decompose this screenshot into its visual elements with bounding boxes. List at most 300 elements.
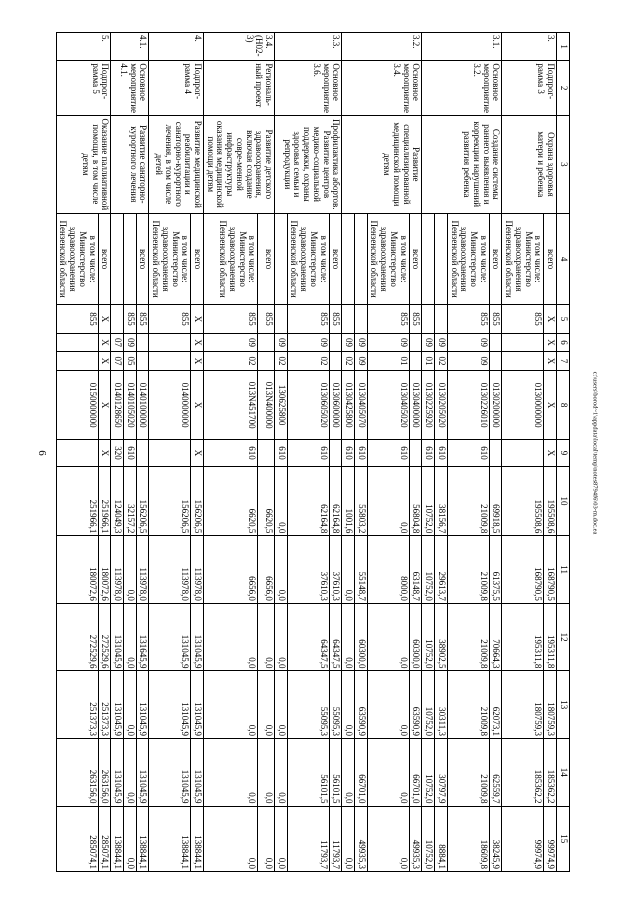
amount-cell: 0,0: [258, 806, 275, 871]
table-row: [258, 33, 275, 872]
header-cell: 13: [557, 671, 570, 739]
amount-cell: 11793,7: [329, 806, 342, 871]
amount-cell: 195311,8: [502, 603, 544, 671]
section-code-cell: 09: [204, 333, 258, 352]
subsection-code-cell: 02: [342, 352, 355, 371]
amount-cell: 0,0: [123, 738, 136, 806]
amount-cell: 138844,1: [136, 806, 149, 871]
amount-cell: 66701,0: [355, 738, 368, 806]
amount-cell: 195508,6: [502, 466, 544, 536]
grbs-code-cell: 855: [258, 305, 275, 333]
program-name-cell: Создание системы раннего выявления и коррекции нарушений развития ребенка: [422, 115, 502, 213]
header-cell: 11: [557, 536, 570, 604]
program-name-cell: Охрана здоровья матери и ребенка: [502, 115, 557, 213]
section-code-cell: X: [98, 333, 111, 352]
amount-cell: 66701,0: [409, 738, 422, 806]
amount-cell: 113978,0: [111, 536, 124, 604]
expense-type-cell: 610: [342, 440, 355, 466]
amount-cell: 0,0: [123, 671, 136, 739]
executor-cell: в том числе: Министерство здравоохранения Пензенской области: [502, 213, 544, 305]
amount-cell: 38245,9: [489, 806, 502, 871]
amount-cell: 0,0: [258, 738, 275, 806]
amount-cell: 263156,0: [56, 738, 98, 806]
grbs-code-cell: X: [98, 305, 111, 333]
amount-cell: 38156,7: [435, 466, 448, 536]
amount-cell: 251373,3: [56, 671, 98, 739]
program-type-cell: Основное мероприятие 4.1.: [111, 61, 149, 115]
amount-cell: 0,0: [342, 671, 355, 739]
amount-cell: 180759,3: [502, 671, 544, 739]
header-cell: 12: [557, 603, 570, 671]
subsection-code-cell: X: [544, 352, 557, 371]
expense-type-cell: 610: [204, 440, 258, 466]
subsection-code-cell: 01: [367, 352, 409, 371]
subsection-code-cell: 09: [447, 352, 489, 371]
target-article-cell: 0140128650: [111, 370, 124, 440]
amount-cell: 6656,0: [258, 536, 275, 604]
target-article-cell: 0140105020: [123, 370, 136, 440]
amount-cell: 55095,3: [329, 671, 342, 739]
amount-cell: 0,0: [123, 603, 136, 671]
grbs-code-cell: 855: [287, 305, 329, 333]
header-cell: 2: [557, 61, 570, 115]
subsection-code-cell: 09: [355, 352, 368, 371]
amount-cell: 61375,5: [489, 536, 502, 604]
amount-cell: 0,0: [275, 738, 288, 806]
grbs-code-cell: [111, 305, 124, 333]
row-number-cell: 3.1.: [422, 33, 502, 61]
amount-cell: 0,0: [275, 671, 288, 739]
section-code-cell: 09: [287, 333, 329, 352]
amount-cell: 99974,9: [544, 806, 557, 871]
grbs-code-cell: [275, 305, 288, 333]
amount-cell: 131045,9: [136, 671, 149, 739]
amount-cell: 131645,9: [136, 603, 149, 671]
expense-type-cell: 610: [123, 440, 136, 466]
amount-cell: 131045,9: [111, 603, 124, 671]
row-number-cell: 3.2.: [342, 33, 422, 61]
amount-cell: 8884,1: [435, 806, 448, 871]
target-article-cell: 0130000000: [502, 370, 544, 440]
amount-cell: 138844,1: [111, 806, 124, 871]
program-type-cell: Основное мероприятие 3.4.: [342, 61, 422, 115]
table-row: [544, 33, 557, 872]
amount-cell: 62164,8: [287, 466, 329, 536]
amount-cell: 30311,3: [435, 671, 448, 739]
row-number-cell: 3.: [502, 33, 557, 61]
subsection-code-cell: 02: [204, 352, 258, 371]
grbs-code-cell: 855: [149, 305, 191, 333]
expense-type-cell: 320: [111, 440, 124, 466]
section-code-cell: 09: [367, 333, 409, 352]
amount-cell: 56804,8: [409, 466, 422, 536]
row-number-cell: 4.: [149, 33, 204, 61]
target-article-cell: 013N400000: [258, 370, 275, 440]
amount-cell: 62164,8: [329, 466, 342, 536]
subsection-code-cell: X: [191, 352, 204, 371]
target-article-cell: X: [544, 370, 557, 440]
executor-cell: [422, 213, 435, 305]
grbs-code-cell: 855: [136, 305, 149, 333]
executor-cell: [123, 213, 136, 305]
expense-type-cell: 610: [287, 440, 329, 466]
executor-cell: в том числе: Министерство здравоохранения Пензенской области: [149, 213, 191, 305]
executor-cell: всего: [544, 213, 557, 305]
target-article-cell: 0130200000: [489, 370, 502, 440]
grbs-code-cell: 855: [329, 305, 342, 333]
section-code-cell: X: [191, 333, 204, 352]
subsection-code-cell: 02: [287, 352, 329, 371]
amount-cell: 56101,5: [329, 738, 342, 806]
program-name-cell: Развитие детского здравоохранения, включая создание совре-менной инфраструктуры оказания медицинской помощи детям: [204, 115, 275, 213]
amount-cell: 180072,6: [56, 536, 98, 604]
executor-cell: в том числе: Министерство здравоохранения Пензенской области: [204, 213, 258, 305]
program-name-cell: Профилактика абортов. Развитие центров медико-социальной поддержки, охраны здоровья семьи и репродукции: [275, 115, 342, 213]
target-article-cell: 0130405020: [367, 370, 409, 440]
amount-cell: 195311,8: [544, 603, 557, 671]
table-row: [329, 33, 342, 872]
expense-type-cell: [149, 440, 191, 466]
amount-cell: 0,0: [367, 671, 409, 739]
amount-cell: 0,0: [367, 466, 409, 536]
program-name-cell: Развитие медицинской реабилитации и санаторно-курортного лечения, в том числе детей: [149, 115, 204, 213]
program-type-cell: Основное мероприятие 3.6.: [275, 61, 342, 115]
amount-cell: 131045,9: [136, 738, 149, 806]
target-article-cell: 130625800: [275, 370, 288, 440]
amount-cell: 124049,3: [111, 466, 124, 536]
row-number-cell: 3.4. (Н02-3): [204, 33, 275, 61]
amount-cell: 37610,3: [287, 536, 329, 604]
amount-cell: 63590,9: [355, 671, 368, 739]
subsection-code-cell: [136, 352, 149, 371]
grbs-code-cell: 855: [502, 305, 544, 333]
expense-type-cell: 610: [422, 440, 435, 466]
grbs-code-cell: 855: [56, 305, 98, 333]
table-row: [136, 33, 149, 872]
subsection-code-cell: [502, 352, 544, 371]
target-article-cell: 0130405070: [355, 370, 368, 440]
amount-cell: 131045,9: [111, 671, 124, 739]
program-type-cell: Региональ-ный проект: [204, 61, 275, 115]
program-type-cell: Подпрог-рамма 4: [149, 61, 204, 115]
header-cell: 4: [557, 213, 570, 305]
executor-cell: всего: [489, 213, 502, 305]
amount-cell: 185362,2: [502, 738, 544, 806]
amount-cell: 131045,9: [191, 603, 204, 671]
executor-cell: в том числе: Министерство здравоохранения Пензенской области: [447, 213, 489, 305]
header-cell: 5: [557, 305, 570, 333]
amount-cell: 168790,5: [502, 536, 544, 604]
grbs-code-cell: X: [191, 305, 204, 333]
target-article-cell: 0130225920: [422, 370, 435, 440]
amount-cell: 251966,1: [98, 466, 111, 536]
grbs-code-cell: 855: [409, 305, 422, 333]
program-name-cell: Развитие специализированной медицинской помощи детям: [342, 115, 422, 213]
amount-cell: 113978,0: [149, 536, 191, 604]
expense-type-cell: X: [191, 440, 204, 466]
amount-cell: 0,0: [342, 603, 355, 671]
header-cell: 14: [557, 738, 570, 806]
expense-type-cell: [136, 440, 149, 466]
program-type-cell: Основное мероприятие 3.2.: [422, 61, 502, 115]
target-article-cell: 0130400000: [409, 370, 422, 440]
expense-type-cell: [258, 440, 275, 466]
amount-cell: 69918,5: [489, 466, 502, 536]
target-article-cell: 0130600000: [329, 370, 342, 440]
executor-cell: в том числе: Министерство здравоохранения Пензенской области: [287, 213, 329, 305]
amount-cell: 131045,9: [191, 738, 204, 806]
section-code-cell: [258, 333, 275, 352]
section-code-cell: [409, 333, 422, 352]
executor-cell: всего: [98, 213, 111, 305]
section-code-cell: X: [544, 333, 557, 352]
rotated-table-frame: [58, 32, 570, 872]
amount-cell: 0,0: [258, 671, 275, 739]
amount-cell: 37610,3: [329, 536, 342, 604]
amount-cell: 21009,8: [447, 671, 489, 739]
header-row: [557, 33, 570, 872]
table-row: [191, 33, 204, 872]
amount-cell: 285074,1: [98, 806, 111, 871]
subsection-code-cell: X: [98, 352, 111, 371]
expense-type-cell: [409, 440, 422, 466]
amount-cell: 138844,1: [191, 806, 204, 871]
section-code-cell: [149, 333, 191, 352]
amount-cell: 138844,1: [149, 806, 191, 871]
executor-cell: [435, 213, 448, 305]
expense-type-cell: [56, 440, 98, 466]
amount-cell: 62559,7: [489, 738, 502, 806]
amount-cell: 32157,2: [123, 466, 136, 536]
amount-cell: 131045,9: [111, 738, 124, 806]
amount-cell: 11793,7: [287, 806, 329, 871]
amount-cell: 0,0: [367, 603, 409, 671]
amount-cell: 18609,8: [447, 806, 489, 871]
section-code-cell: 09: [447, 333, 489, 352]
executor-cell: всего: [136, 213, 149, 305]
amount-cell: 60300,0: [409, 603, 422, 671]
amount-cell: 6620,5: [204, 466, 258, 536]
executor-cell: [355, 213, 368, 305]
row-number-cell: 3.3.: [275, 33, 342, 61]
amount-cell: 0,0: [275, 806, 288, 871]
section-code-cell: [56, 333, 98, 352]
subsection-code-cell: [149, 352, 191, 371]
amount-cell: 63590,9: [409, 671, 422, 739]
amount-cell: 0,0: [204, 671, 258, 739]
amount-cell: 55148,7: [355, 536, 368, 604]
section-code-cell: [329, 333, 342, 352]
expense-type-cell: 610: [435, 440, 448, 466]
subsection-code-cell: 02: [275, 352, 288, 371]
target-article-cell: 0140100000: [136, 370, 149, 440]
expense-type-cell: X: [98, 440, 111, 466]
section-code-cell: [489, 333, 502, 352]
target-article-cell: 0140000000: [149, 370, 191, 440]
grbs-code-cell: 855: [367, 305, 409, 333]
amount-cell: 0,0: [367, 738, 409, 806]
section-code-cell: 09: [275, 333, 288, 352]
amount-cell: 21009,8: [447, 536, 489, 604]
expense-type-cell: 610: [275, 440, 288, 466]
target-article-cell: 013N451700: [204, 370, 258, 440]
header-cell: 15: [557, 806, 570, 871]
amount-cell: 29613,7: [435, 536, 448, 604]
expense-type-cell: 610: [447, 440, 489, 466]
amount-cell: 180072,6: [98, 536, 111, 604]
executor-cell: [342, 213, 355, 305]
subsection-code-cell: [489, 352, 502, 371]
target-article-cell: 0130205020: [435, 370, 448, 440]
amount-cell: 0,0: [342, 738, 355, 806]
header-cell: 10: [557, 466, 570, 536]
grbs-code-cell: [422, 305, 435, 333]
amount-cell: 131045,9: [149, 603, 191, 671]
amount-cell: 156206,5: [149, 466, 191, 536]
amount-cell: 8000,0: [367, 536, 409, 604]
section-code-cell: 09: [123, 333, 136, 352]
amount-cell: 70664,3: [489, 603, 502, 671]
amount-cell: 99974,9: [502, 806, 544, 871]
executor-cell: всего: [329, 213, 342, 305]
amount-cell: 156206,5: [191, 466, 204, 536]
executor-cell: в том числе: Министерство здравоохранения Пензенской области: [56, 213, 98, 305]
table-row: [409, 33, 422, 872]
grbs-code-cell: [342, 305, 355, 333]
target-article-cell: 0130226010: [447, 370, 489, 440]
expense-type-cell: X: [544, 440, 557, 466]
section-code-cell: [136, 333, 149, 352]
header-cell: 6: [557, 333, 570, 352]
target-article-cell: X: [191, 370, 204, 440]
target-article-cell: X: [98, 370, 111, 440]
expense-type-cell: 610: [355, 440, 368, 466]
expense-type-cell: 610: [367, 440, 409, 466]
grbs-code-cell: 855: [123, 305, 136, 333]
executor-cell: всего: [258, 213, 275, 305]
amount-cell: 0,0: [258, 603, 275, 671]
amount-cell: 0,0: [204, 738, 258, 806]
target-article-cell: 0150000000: [56, 370, 98, 440]
amount-cell: 10752,0: [422, 671, 435, 739]
amount-cell: 0,0: [275, 603, 288, 671]
program-type-cell: Подпрог-рамма 3: [502, 61, 557, 115]
header-cell: 7: [557, 352, 570, 371]
amount-cell: 0,0: [204, 806, 258, 871]
grbs-code-cell: 855: [204, 305, 258, 333]
amount-cell: 285074,1: [56, 806, 98, 871]
amount-cell: 0,0: [367, 806, 409, 871]
amount-cell: 0,0: [275, 536, 288, 604]
amount-cell: 131045,9: [191, 671, 204, 739]
row-number-cell: 5.: [56, 33, 111, 61]
amount-cell: 64347,5: [287, 603, 329, 671]
grbs-code-cell: [355, 305, 368, 333]
amount-cell: 0,0: [342, 806, 355, 871]
grbs-code-cell: [435, 305, 448, 333]
amount-cell: 156206,5: [136, 466, 149, 536]
amount-cell: 56101,5: [287, 738, 329, 806]
amount-cell: 10752,0: [422, 738, 435, 806]
amount-cell: 263156,0: [98, 738, 111, 806]
rotated-table: [58, 32, 570, 872]
amount-cell: 272529,6: [56, 603, 98, 671]
header-cell: 3: [557, 115, 570, 213]
table-body: [56, 33, 569, 872]
subsection-code-cell: [409, 352, 422, 371]
amount-cell: 131045,9: [149, 738, 191, 806]
subsection-code-cell: [258, 352, 275, 371]
amount-cell: 55803,2: [355, 466, 368, 536]
subsection-code-cell: 01: [422, 352, 435, 371]
grbs-code-cell: 855: [489, 305, 502, 333]
amount-cell: 21009,8: [447, 466, 489, 536]
amount-cell: 113978,0: [136, 536, 149, 604]
section-code-cell: 09: [435, 333, 448, 352]
amount-cell: 168790,5: [544, 536, 557, 604]
budget-table: [56, 32, 570, 872]
amount-cell: 10752,0: [422, 806, 435, 871]
section-code-cell: [502, 333, 544, 352]
executor-cell: всего: [191, 213, 204, 305]
amount-cell: 6620,5: [258, 466, 275, 536]
amount-cell: 113978,0: [191, 536, 204, 604]
amount-cell: 64347,5: [329, 603, 342, 671]
grbs-code-cell: 855: [447, 305, 489, 333]
executor-cell: в том числе: Министерство здравоохранения Пензенской области: [367, 213, 409, 305]
target-article-cell: 0130425800: [342, 370, 355, 440]
grbs-code-cell: X: [544, 305, 557, 333]
amount-cell: 131045,9: [149, 671, 191, 739]
amount-cell: 49935,3: [409, 806, 422, 871]
table-row: [489, 33, 502, 872]
page-number: 6: [36, 450, 48, 456]
section-code-cell: 07: [111, 333, 124, 352]
amount-cell: 0,0: [123, 536, 136, 604]
section-code-cell: 09: [422, 333, 435, 352]
amount-cell: 10752,0: [422, 536, 435, 604]
amount-cell: 38902,5: [435, 603, 448, 671]
section-code-cell: 09: [342, 333, 355, 352]
amount-cell: 195508,6: [544, 466, 557, 536]
amount-cell: 10752,0: [422, 603, 435, 671]
amount-cell: 63148,7: [409, 536, 422, 604]
program-type-cell: Подпрог-рамма 5: [56, 61, 111, 115]
amount-cell: 60300,0: [355, 603, 368, 671]
subsection-code-cell: 07: [111, 352, 124, 371]
header-cell: 1: [557, 33, 570, 61]
amount-cell: 55095,3: [287, 671, 329, 739]
amount-cell: 62073,1: [489, 671, 502, 739]
amount-cell: 251373,3: [98, 671, 111, 739]
header-cell: 9: [557, 440, 570, 466]
executor-cell: [275, 213, 288, 305]
footer-path: c:\users\borod~1\appdata\local\temp\notes8794f6\03-m.doc.ea: [591, 371, 599, 535]
section-code-cell: 09: [355, 333, 368, 352]
amount-cell: 21009,8: [447, 603, 489, 671]
amount-cell: 6656,0: [204, 536, 258, 604]
amount-cell: 49935,3: [355, 806, 368, 871]
subsection-code-cell: 05: [123, 352, 136, 371]
expense-type-cell: [502, 440, 544, 466]
amount-cell: 1001,6: [342, 466, 355, 536]
amount-cell: 251966,1: [56, 466, 98, 536]
amount-cell: 180759,3: [544, 671, 557, 739]
amount-cell: 0,0: [123, 806, 136, 871]
header-cell: 8: [557, 370, 570, 440]
executor-cell: всего: [409, 213, 422, 305]
subsection-code-cell: [56, 352, 98, 371]
